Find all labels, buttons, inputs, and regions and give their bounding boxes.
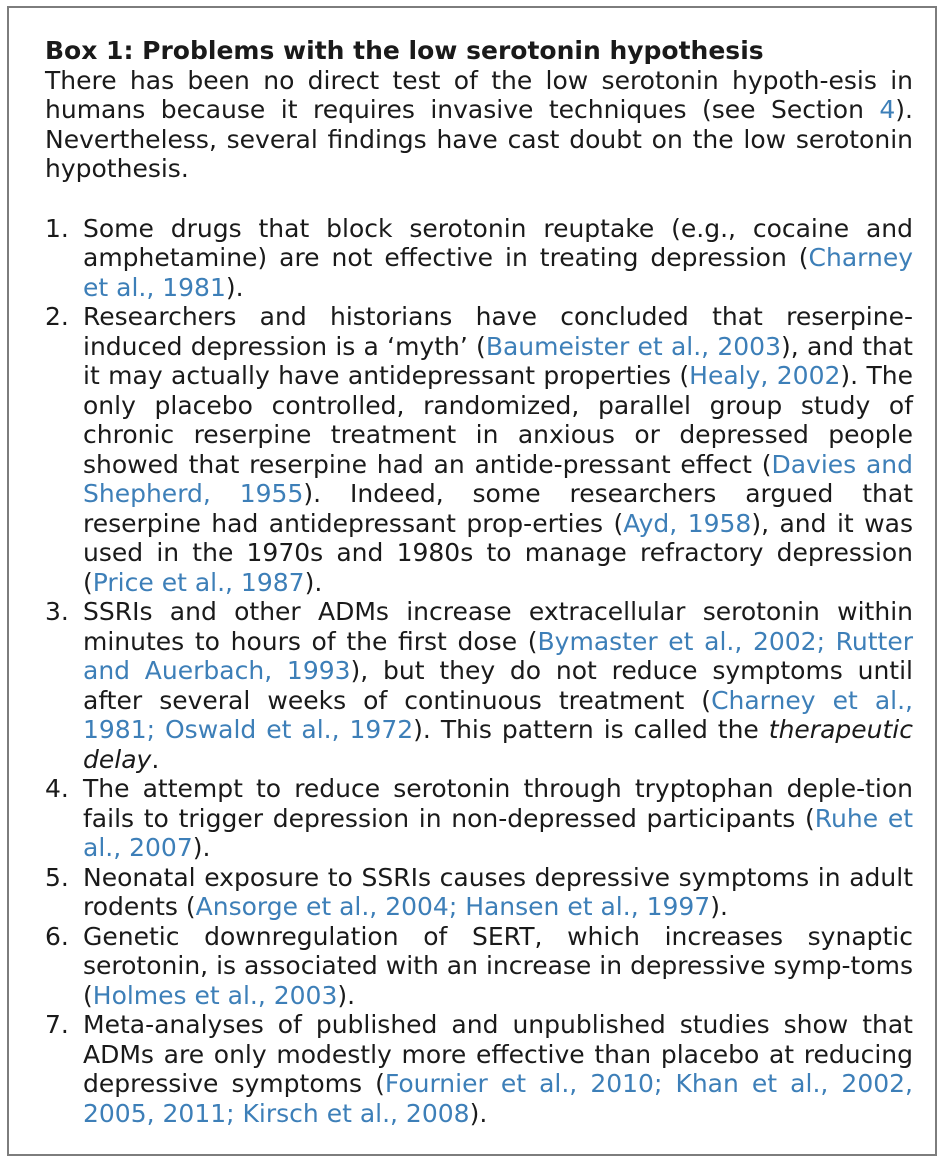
finding-item: [45, 922, 913, 1011]
intro-text-before: There has been no direct test of the low serotonin hypoth-esis in humans because it requires invasive techniques (see Section: [45, 65, 913, 124]
finding-text: ).: [192, 833, 211, 862]
finding-text: ).: [225, 272, 244, 302]
finding-text: ), but they do not reduce symptoms until after several weeks of continuous treatment (: [83, 656, 913, 715]
finding-number: 7.: [45, 1010, 69, 1039]
finding-text: ), and that it may actually have antidepressant properties (: [83, 331, 913, 390]
text-box: [7, 6, 937, 1156]
finding-text: ).: [469, 1098, 488, 1128]
citation-link[interactable]: Baumeister et al., 2003: [485, 331, 781, 361]
citation-link[interactable]: Bymaster et al., 2002; Rutter and Auerbach, 1993: [83, 626, 914, 685]
citation-link[interactable]: Price et al., 1987: [92, 567, 305, 597]
citation-link[interactable]: Healy, 2002: [689, 361, 841, 390]
citation-link[interactable]: Holmes et al., 2003: [92, 980, 338, 1010]
finding-item: [45, 863, 913, 922]
finding-item: [45, 214, 913, 303]
emphasized-term: therapeutic delay: [83, 715, 913, 774]
finding-text: The attempt to reduce serotonin through tryptophan deple-tion fails to trigger depression in non-depressed participants (: [83, 774, 913, 833]
finding-item: [45, 774, 913, 863]
finding-number: 6.: [45, 921, 69, 951]
citation-link[interactable]: Charney et al., 1981: [83, 243, 913, 302]
finding-number: 1.: [45, 213, 69, 243]
finding-text: ).: [304, 567, 323, 597]
citation-link[interactable]: Davies and Shepherd, 1955: [83, 449, 913, 508]
finding-text: Some drugs that block serotonin reuptake (e.g., cocaine and amphetamine) are not effective in treating depression (: [83, 213, 913, 272]
finding-number: 3.: [45, 597, 69, 626]
citation-link[interactable]: Ayd, 1958: [623, 508, 752, 538]
finding-text: Researchers and historians have concluded that reserpine-induced depression is a ‘myth’ (: [83, 302, 913, 361]
box-intro: [45, 66, 913, 184]
finding-text: Meta-analyses of published and unpublished studies show that ADMs are only modestly more effective than placebo at reducing depressive symptoms (: [83, 1010, 913, 1098]
box-title: Box 1: Problems with the low serotonin hypothesis: [45, 36, 764, 65]
finding-number: 4.: [45, 774, 69, 803]
finding-text: ).: [337, 980, 356, 1010]
citation-link[interactable]: Fournier et al., 2010; Khan et al., 2002, 2005, 2011; Kirsch et al., 2008: [83, 1069, 913, 1128]
finding-text: .: [151, 744, 160, 774]
finding-item: [45, 597, 913, 774]
intro-text-after: ). Nevertheless, several findings have cast doubt on the low serotonin hypothesis.: [45, 95, 913, 183]
finding-number: 5.: [45, 862, 69, 892]
findings-list: [45, 214, 913, 1129]
finding-text: ). The only placebo controlled, randomized, parallel group study of chronic reserpine treatment in anxious or depressed people showed that reserpine had an antide-pressant effect (: [83, 361, 913, 479]
section-link[interactable]: 4: [879, 95, 896, 124]
finding-number: 2.: [45, 302, 69, 331]
finding-text: SSRIs and other ADMs increase extracellular serotonin within minutes to hours of the first dose (: [83, 597, 913, 656]
finding-text: ). Indeed, some researchers argued that reserpine had antidepressant prop-erties (: [83, 479, 913, 538]
finding-text: ).: [710, 892, 728, 921]
finding-text: Neonatal exposure to SSRIs causes depressive symptoms in adult rodents (: [83, 862, 913, 921]
finding-text: Genetic downregulation of SERT, which increases synaptic serotonin, is associated with an increase in depressive symp-toms (: [83, 921, 913, 1010]
citation-link[interactable]: Ruhe et al., 2007: [83, 803, 913, 862]
finding-text: ). This pattern is called the: [413, 715, 769, 744]
box-content: [45, 36, 913, 1128]
citation-link[interactable]: Charney et al., 1981; Oswald et al., 1972: [83, 685, 913, 744]
finding-item: [45, 1010, 913, 1128]
citation-link[interactable]: Ansorge et al., 2004; Hansen et al., 1997: [195, 892, 711, 921]
finding-text: ), and it was used in the 1970s and 1980s to manage refractory depression (: [83, 508, 913, 597]
finding-item: [45, 302, 913, 597]
